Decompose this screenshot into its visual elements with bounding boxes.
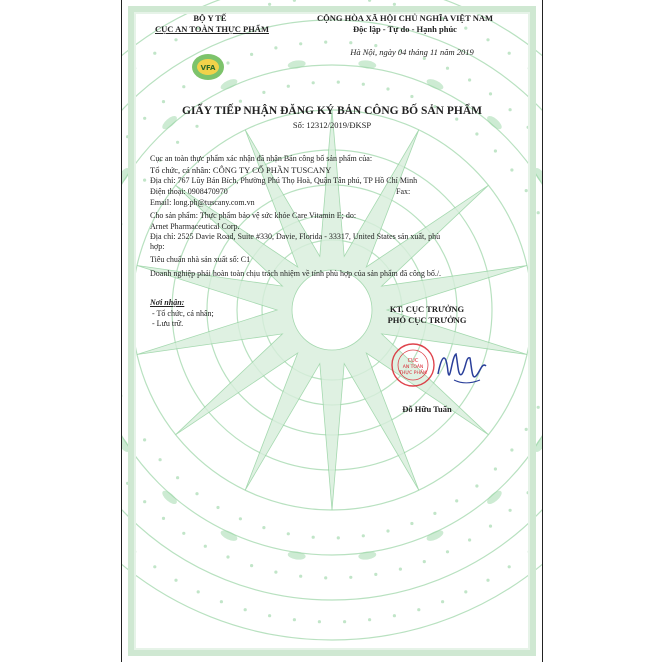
ministry-name: BỘ Y TẾ — [193, 13, 227, 23]
manufacturer: Arnet Pharmaceutical Corp. — [150, 222, 240, 231]
recipient-item: - Lưu trữ. — [152, 319, 184, 328]
recipient-item: - Tổ chức, cá nhân; — [152, 309, 214, 318]
country-name: CỘNG HÒA XÃ HỘI CHỦ NGHĨA VIỆT NAM — [316, 13, 494, 23]
handwritten-signature — [432, 344, 492, 394]
svg-text:THỰC PHẨM: THỰC PHẨM — [399, 371, 427, 376]
official-seal-stamp — [390, 342, 436, 388]
drum-dot — [293, 0, 296, 2]
signer-name: Đỗ Hữu Tuấn — [402, 404, 452, 414]
manufacturer-address-cont: hợp: — [150, 242, 165, 251]
recipients-heading: Nơi nhận: — [150, 298, 185, 307]
place-date: Hà Nội, ngày 04 tháng 11 năm 2019 — [350, 47, 474, 57]
drum-dot — [537, 406, 540, 409]
fax: Fax: — [396, 187, 411, 196]
intro-text: Cục an toàn thực phẩm xác nhận đã nhận Bản công bố sản phẩm của: — [150, 154, 373, 163]
document-number: Số: 12312/2019/ĐKSP — [292, 120, 372, 130]
svg-text:CỤC: CỤC — [407, 358, 419, 364]
drum-dot — [537, 211, 540, 214]
svg-text:VFA: VFA — [200, 64, 216, 72]
manufacturer-address: Địa chỉ: 2525 Davie Road, Suite #330, Davie, Florida - 33317, United States sản xuất, phù — [150, 232, 441, 241]
responsibility-statement: Doanh nghiệp phải hoàn toàn chịu trách nhiệm về tính phù hợp của sản phẩm đã công bố./. — [150, 269, 442, 278]
phone: Điện thoại: 0908470970 — [150, 187, 228, 196]
svg-text:AN TOÀN: AN TOÀN — [402, 365, 424, 370]
organization: Tổ chức, cá nhân: CÔNG TY CỔ PHẦN TUSCANY — [150, 165, 332, 175]
department-name: CỤC AN TOÀN THỰC PHẨM — [155, 24, 269, 34]
document-title: GIẤY TIẾP NHẬN ĐĂNG KÝ BẢN CÔNG BỐ SẢN PHẨM — [182, 105, 482, 117]
food-safety-logo-icon — [190, 52, 226, 82]
drum-dot — [368, 0, 371, 2]
email: Email: long.ph@tuscany.com.vn — [150, 198, 255, 207]
certificate-document — [121, 0, 543, 662]
standard: Tiêu chuẩn nhà sản xuất số: C1 — [150, 255, 251, 264]
product: Cho sản phẩm: Thực phẩm bảo vệ sức khỏe Care Vitamin E; do: — [150, 211, 357, 220]
signer-title-1: KT. CỤC TRƯỞNG — [389, 304, 465, 314]
organization-address: Địa chỉ: 767 Lũy Bán Bích, Phường Phú Thọ Hoà, Quận Tân phú, TP Hồ Chí Minh — [150, 176, 418, 185]
decorative-border — [128, 6, 536, 656]
signer-title-2: PHÓ CỤC TRƯỞNG — [387, 315, 467, 325]
motto: Độc lập - Tự do - Hạnh phúc — [353, 24, 457, 34]
